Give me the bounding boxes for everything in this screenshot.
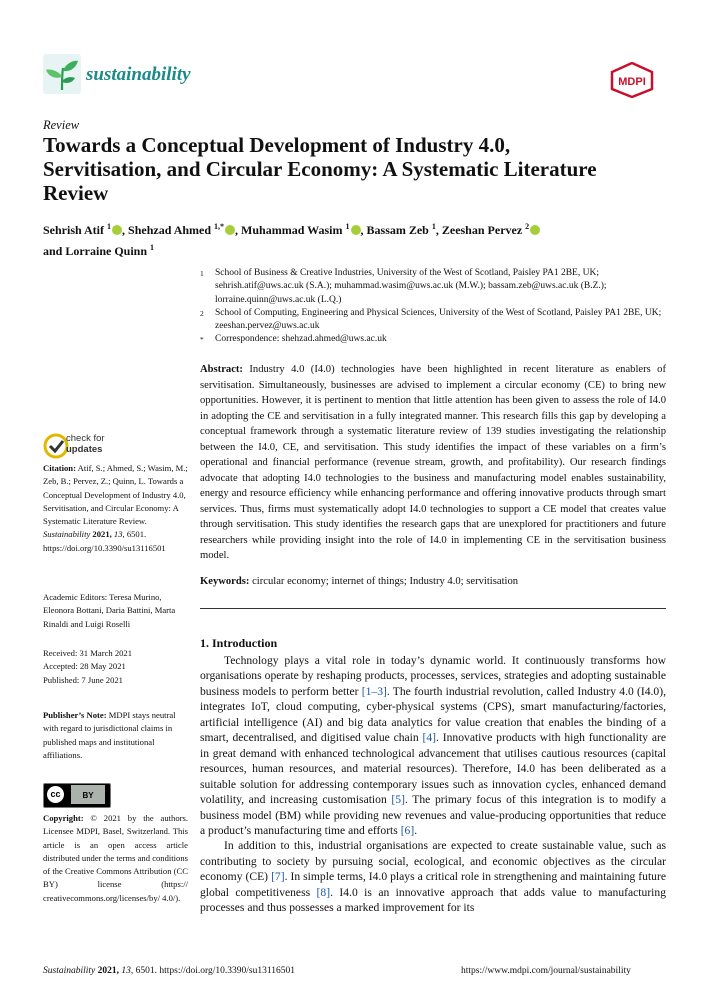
keywords bbox=[200, 575, 666, 589]
publisher-name: MDPI bbox=[618, 76, 646, 88]
correspondence: * Correspondence: shehzad.ahmed@uws.ac.uk bbox=[200, 334, 387, 345]
author-name: Bassam Zeb bbox=[366, 223, 432, 237]
affiliations bbox=[200, 267, 670, 347]
copyright: Copyright: © 2021 by the authors. Licensee MDPI, Basel, Switzerland. This article is an open access article distributed under the terms and conditions of the Creative Commons Attribution (CC BY) license (https:// creativecommons.org/licenses/by/ 4.0/). bbox=[43, 813, 188, 903]
author-affiliation-marker: 1 bbox=[345, 222, 350, 231]
body-text-segment: . In simple terms, I4.0 plays a critical role in strengthening and maintaining future global competitiveness bbox=[200, 870, 666, 899]
reference-link[interactable]: [4] bbox=[422, 731, 437, 745]
author-name: Shehzad Ahmed bbox=[128, 223, 215, 237]
body-text-segment: . Innovative products with high functionality are in great demand with enhanced technological advancement that utilises cautious resources (capital resources, human resources, and material resources). Therefore, I4.0 has been deliberated as a suitable solution for addressing contemporary issues such as innovation cycles, enhanced demand volatility, and increasing customisation bbox=[200, 731, 666, 807]
body-text-segment: . The fourth industrial revolution, called Industry 4.0 (I4.0), integrates IoT, cloud computing, cyber-physical systems (CPS), smart manufacturing/factories, artificial intelligence (AI) and big data analytics for value creation that enables the binding of a smart, decentralised, and digitised value chain bbox=[200, 684, 666, 745]
reference-link[interactable]: [7] bbox=[271, 870, 285, 884]
body-text-segment: . I4.0 is an innovative approach that adds value to manufacturing processes and thus possesses a marked improvement for its bbox=[200, 885, 666, 915]
journal-name: sustainability bbox=[86, 64, 191, 85]
reference-link[interactable]: [1–3] bbox=[361, 684, 387, 698]
footer-journal-url[interactable]: https://www.mdpi.com/journal/sustainability bbox=[461, 966, 631, 976]
leaf-icon bbox=[43, 54, 81, 94]
keywords-text: circular economy; internet of things; Industry 4.0; servitisation bbox=[252, 576, 519, 587]
cc-by-license-badge[interactable] bbox=[43, 783, 111, 808]
affiliation-1: 1 School of Business & Creative Industries, University of the West of Scotland, Paisley PA1 2BE, UK; sehrish.atif@uws.ac.uk (S.A.); muhammad.wasim@uws.ac.uk (M.W.); bassam.zeb@uws.ac.uk (B.Z.); lorraine.quinn@uws.ac.uk (L.Q.) bbox=[200, 268, 607, 305]
author-name: Muhammad Wasim bbox=[241, 223, 346, 237]
author-affiliation-marker: 1 bbox=[107, 222, 112, 231]
orcid-icon[interactable] bbox=[112, 225, 122, 235]
body-text-segment: Technology plays a vital role in today’s dynamic world. It continuously transforms how organisations operate by reshaping products, processes, services, strategies and adopting sustainable business models to perform better bbox=[200, 654, 666, 698]
check-for-updates-button[interactable] bbox=[43, 432, 163, 462]
author-name: and Lorraine Quinn bbox=[43, 244, 151, 258]
abstract-label: Abstract: bbox=[200, 364, 243, 375]
author-separator: , bbox=[435, 223, 442, 237]
by-icon: BY bbox=[71, 785, 105, 804]
author-name: Zeeshan Pervez bbox=[441, 223, 526, 237]
reference-link[interactable]: [6] bbox=[400, 823, 415, 837]
author-affiliation-marker: 1,* bbox=[214, 222, 225, 231]
check-updates-line2: updates bbox=[66, 444, 103, 455]
orcid-icon[interactable] bbox=[530, 225, 540, 235]
author-separator: , bbox=[235, 223, 242, 237]
paper-title: Towards a Conceptual Development of Industry 4.0, Servitisation, and Circular Economy: A Systematic Literature Review bbox=[43, 133, 597, 205]
publisher-note: Publisher’s Note: MDPI stays neutral with regard to jurisdictional claims in published maps and institutional affiliations. bbox=[43, 710, 176, 760]
author-separator: , bbox=[122, 223, 129, 237]
reference-link[interactable]: [8] bbox=[316, 885, 331, 899]
received-date: Received: 31 March 2021 bbox=[43, 648, 133, 658]
keywords-label: Keywords: bbox=[200, 576, 250, 587]
footer-citation: Sustainability 2021, 13, 6501. https://doi.org/10.3390/su13116501 bbox=[43, 966, 296, 976]
accepted-date: Accepted: 28 May 2021 bbox=[43, 661, 126, 672]
author-affiliation-marker: 1 bbox=[431, 222, 436, 231]
abstract bbox=[200, 362, 666, 564]
author-affiliation-marker: 2 bbox=[525, 222, 530, 231]
affiliation-2: 2 School of Computing, Engineering and Physical Sciences, University of the West of Scotland, Paisley PA1 2BE, UK; zeeshan.pervez@uws.ac.uk bbox=[200, 307, 662, 332]
paragraph-1 bbox=[200, 653, 666, 838]
orcid-icon[interactable] bbox=[225, 225, 235, 235]
citation-label: Citation: bbox=[43, 463, 76, 473]
published-date: Published: 7 June 2021 bbox=[43, 674, 123, 685]
author-affiliation-marker: 1 bbox=[150, 243, 155, 252]
author-separator: , bbox=[360, 223, 367, 237]
mdpi-hexagon-icon bbox=[610, 62, 654, 98]
abstract-text: Industry 4.0 (I4.0) technologies have been highlighted in recent literature as enablers of servitisation. Simultaneously, businesses are advised to implement a circular economy (CE) to bring new opportunities. However, it is pertinent to mention that little attention has been given to assess the role of I4.0 in adopting the CE and servitisation in a fully integrated manner. This research fills this gap by developing a conceptual framework through a systematic literature review of 139 studies investigating the relationship between the I4.0, CE, and servitisation. This study identifies the impact of these variables on a firm’s operational and financial performance (revenue stream, growth, and profitability). Our research findings advocate that adopting I4.0 technologies to the business and manufacturing model enables sustainability, energy and resource efficiency while enhancing performance and offering innovative products through smart services. Thus, firms must systematically adopt I4.0 technologies to support a CE model that creates value through servitisation. This study identifies the research gaps that are unexplored for practitioners and future researchers while providing insight into the role of I4.0 in implementing CE in the servitisation business model. bbox=[200, 364, 666, 561]
body-text bbox=[200, 653, 666, 916]
reference-link[interactable]: [5] bbox=[391, 793, 405, 807]
section-heading: 1. Introduction bbox=[200, 636, 278, 650]
divider bbox=[200, 608, 666, 609]
check-updates-line1: check for bbox=[66, 433, 105, 444]
body-text-segment: In addition to this, industrial organisations are expected to create sustainable value, such as contributing to society by pursuing social, ecological, and economic objectives as the circular economy (CE) bbox=[200, 839, 666, 884]
author-name: Sehrish Atif bbox=[43, 223, 108, 237]
journal-logo bbox=[43, 54, 81, 94]
citation: Citation: Atif, S.; Ahmed, S.; Wasim, M.; Zeb, B.; Pervez, Z.; Quinn, L. Towards a Conceptual Development of Industry 4.0, Servitisation, and Circular Economy: A Systematic Literature Review. Sustainability 2021, 13, 6501. https://doi.org/10.3390/su13116501 bbox=[43, 463, 188, 553]
academic-editors: Academic Editors: Teresa Murino, Eleonora Bottani, Daria Battini, Marta Rinaldi and Luigi Roselli bbox=[43, 592, 176, 629]
mdpi-logo bbox=[610, 62, 654, 98]
dates bbox=[43, 647, 188, 687]
body-text-segment: . The primary focus of this integration is to modify a business model (BM) while providing new revenues and value-producing opportunities that reduce a product’s manufacturing time and efforts bbox=[200, 793, 667, 837]
orcid-icon[interactable] bbox=[351, 225, 361, 235]
author-list bbox=[43, 218, 643, 260]
document-type: Review bbox=[43, 118, 80, 132]
body-text-segment: . bbox=[414, 823, 418, 837]
cc-icon: cc bbox=[47, 786, 64, 803]
paragraph-2 bbox=[200, 838, 666, 915]
